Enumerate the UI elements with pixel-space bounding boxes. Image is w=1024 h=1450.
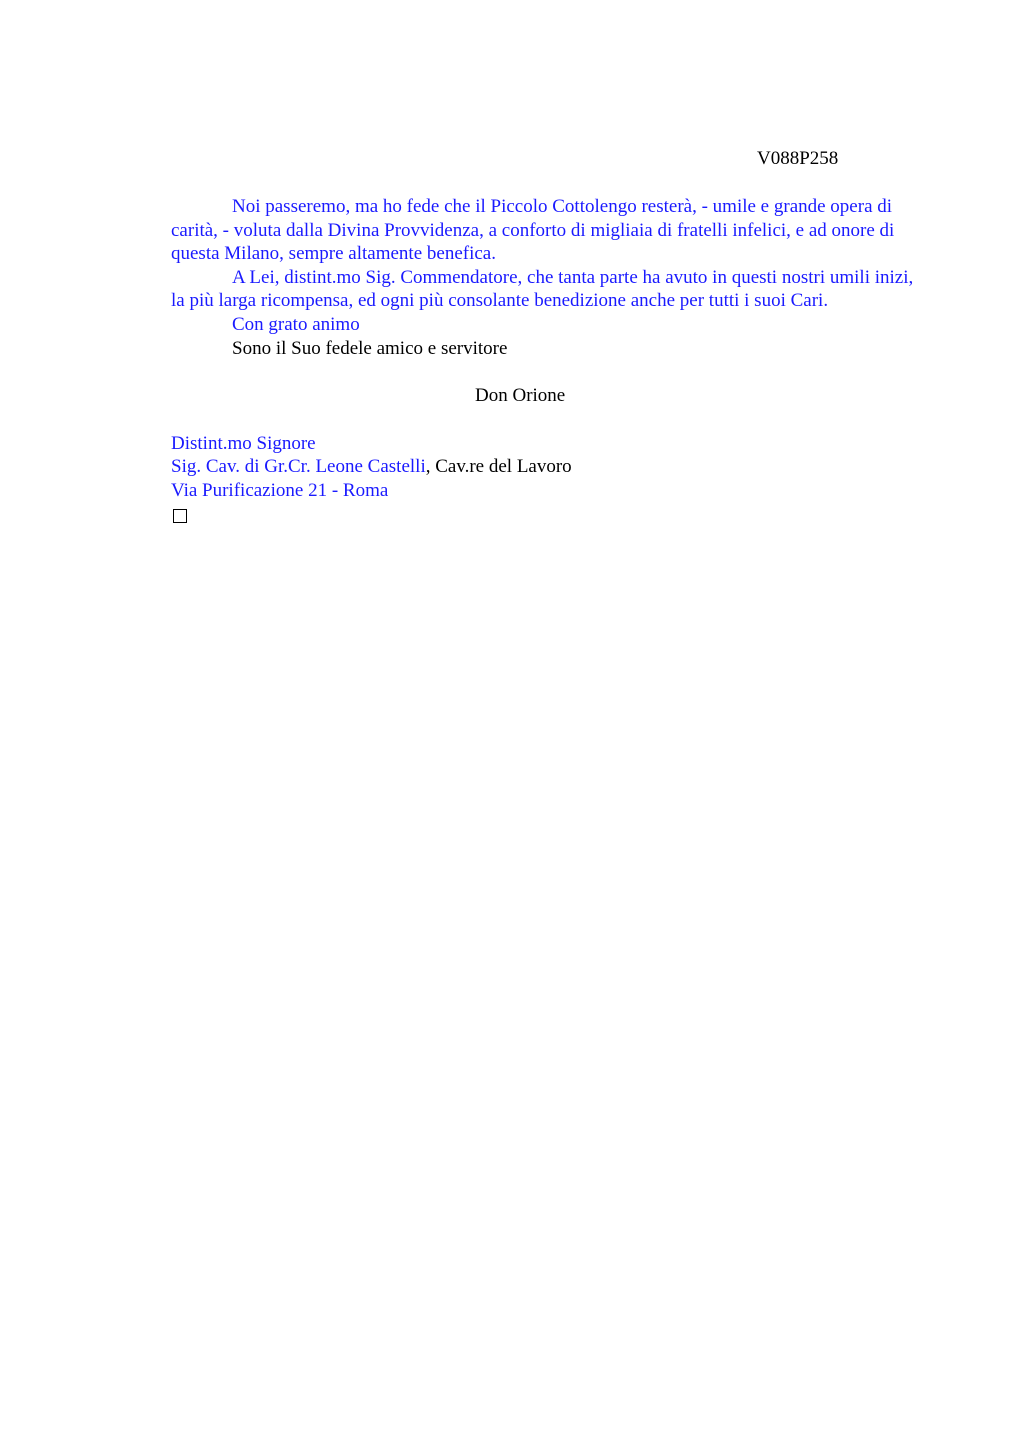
signature: Don Orione xyxy=(475,385,566,407)
paragraph-2: A Lei, distint.mo Sig. Commendatore, che tanta parte ha avuto in questi nostri umili inizi, la più larga ricompensa, ed ogni più consolante benedizione anche per tutti i suoi Cari. xyxy=(171,266,914,312)
closing-line-2: Sono il Suo fedele amico e servitore xyxy=(232,337,508,359)
address-recipient xyxy=(171,455,931,479)
recipient-title: , Cav.re del Lavoro xyxy=(425,456,572,478)
letter-body xyxy=(171,195,931,529)
closing-line-1: Con grato animo xyxy=(232,313,360,335)
recipient-name: Sig. Cav. di Gr.Cr. Leone Castelli xyxy=(171,456,426,478)
address-salutation: Distint.mo Signore xyxy=(171,432,316,454)
document-code: V088P258 xyxy=(757,148,839,169)
address-block xyxy=(171,432,931,529)
address-street: Via Purificazione 21 - Roma xyxy=(171,479,389,501)
empty-square-icon xyxy=(173,509,187,523)
paragraph-1: Noi passeremo, ma ho fede che il Piccolo Cottolengo resterà, - umile e grande opera di carità, - voluta dalla Divina Provvidenza, a conforto di migliaia di fratelli infelici, e ad onore di questa Milano, sempre altamente benefica. xyxy=(171,196,895,265)
